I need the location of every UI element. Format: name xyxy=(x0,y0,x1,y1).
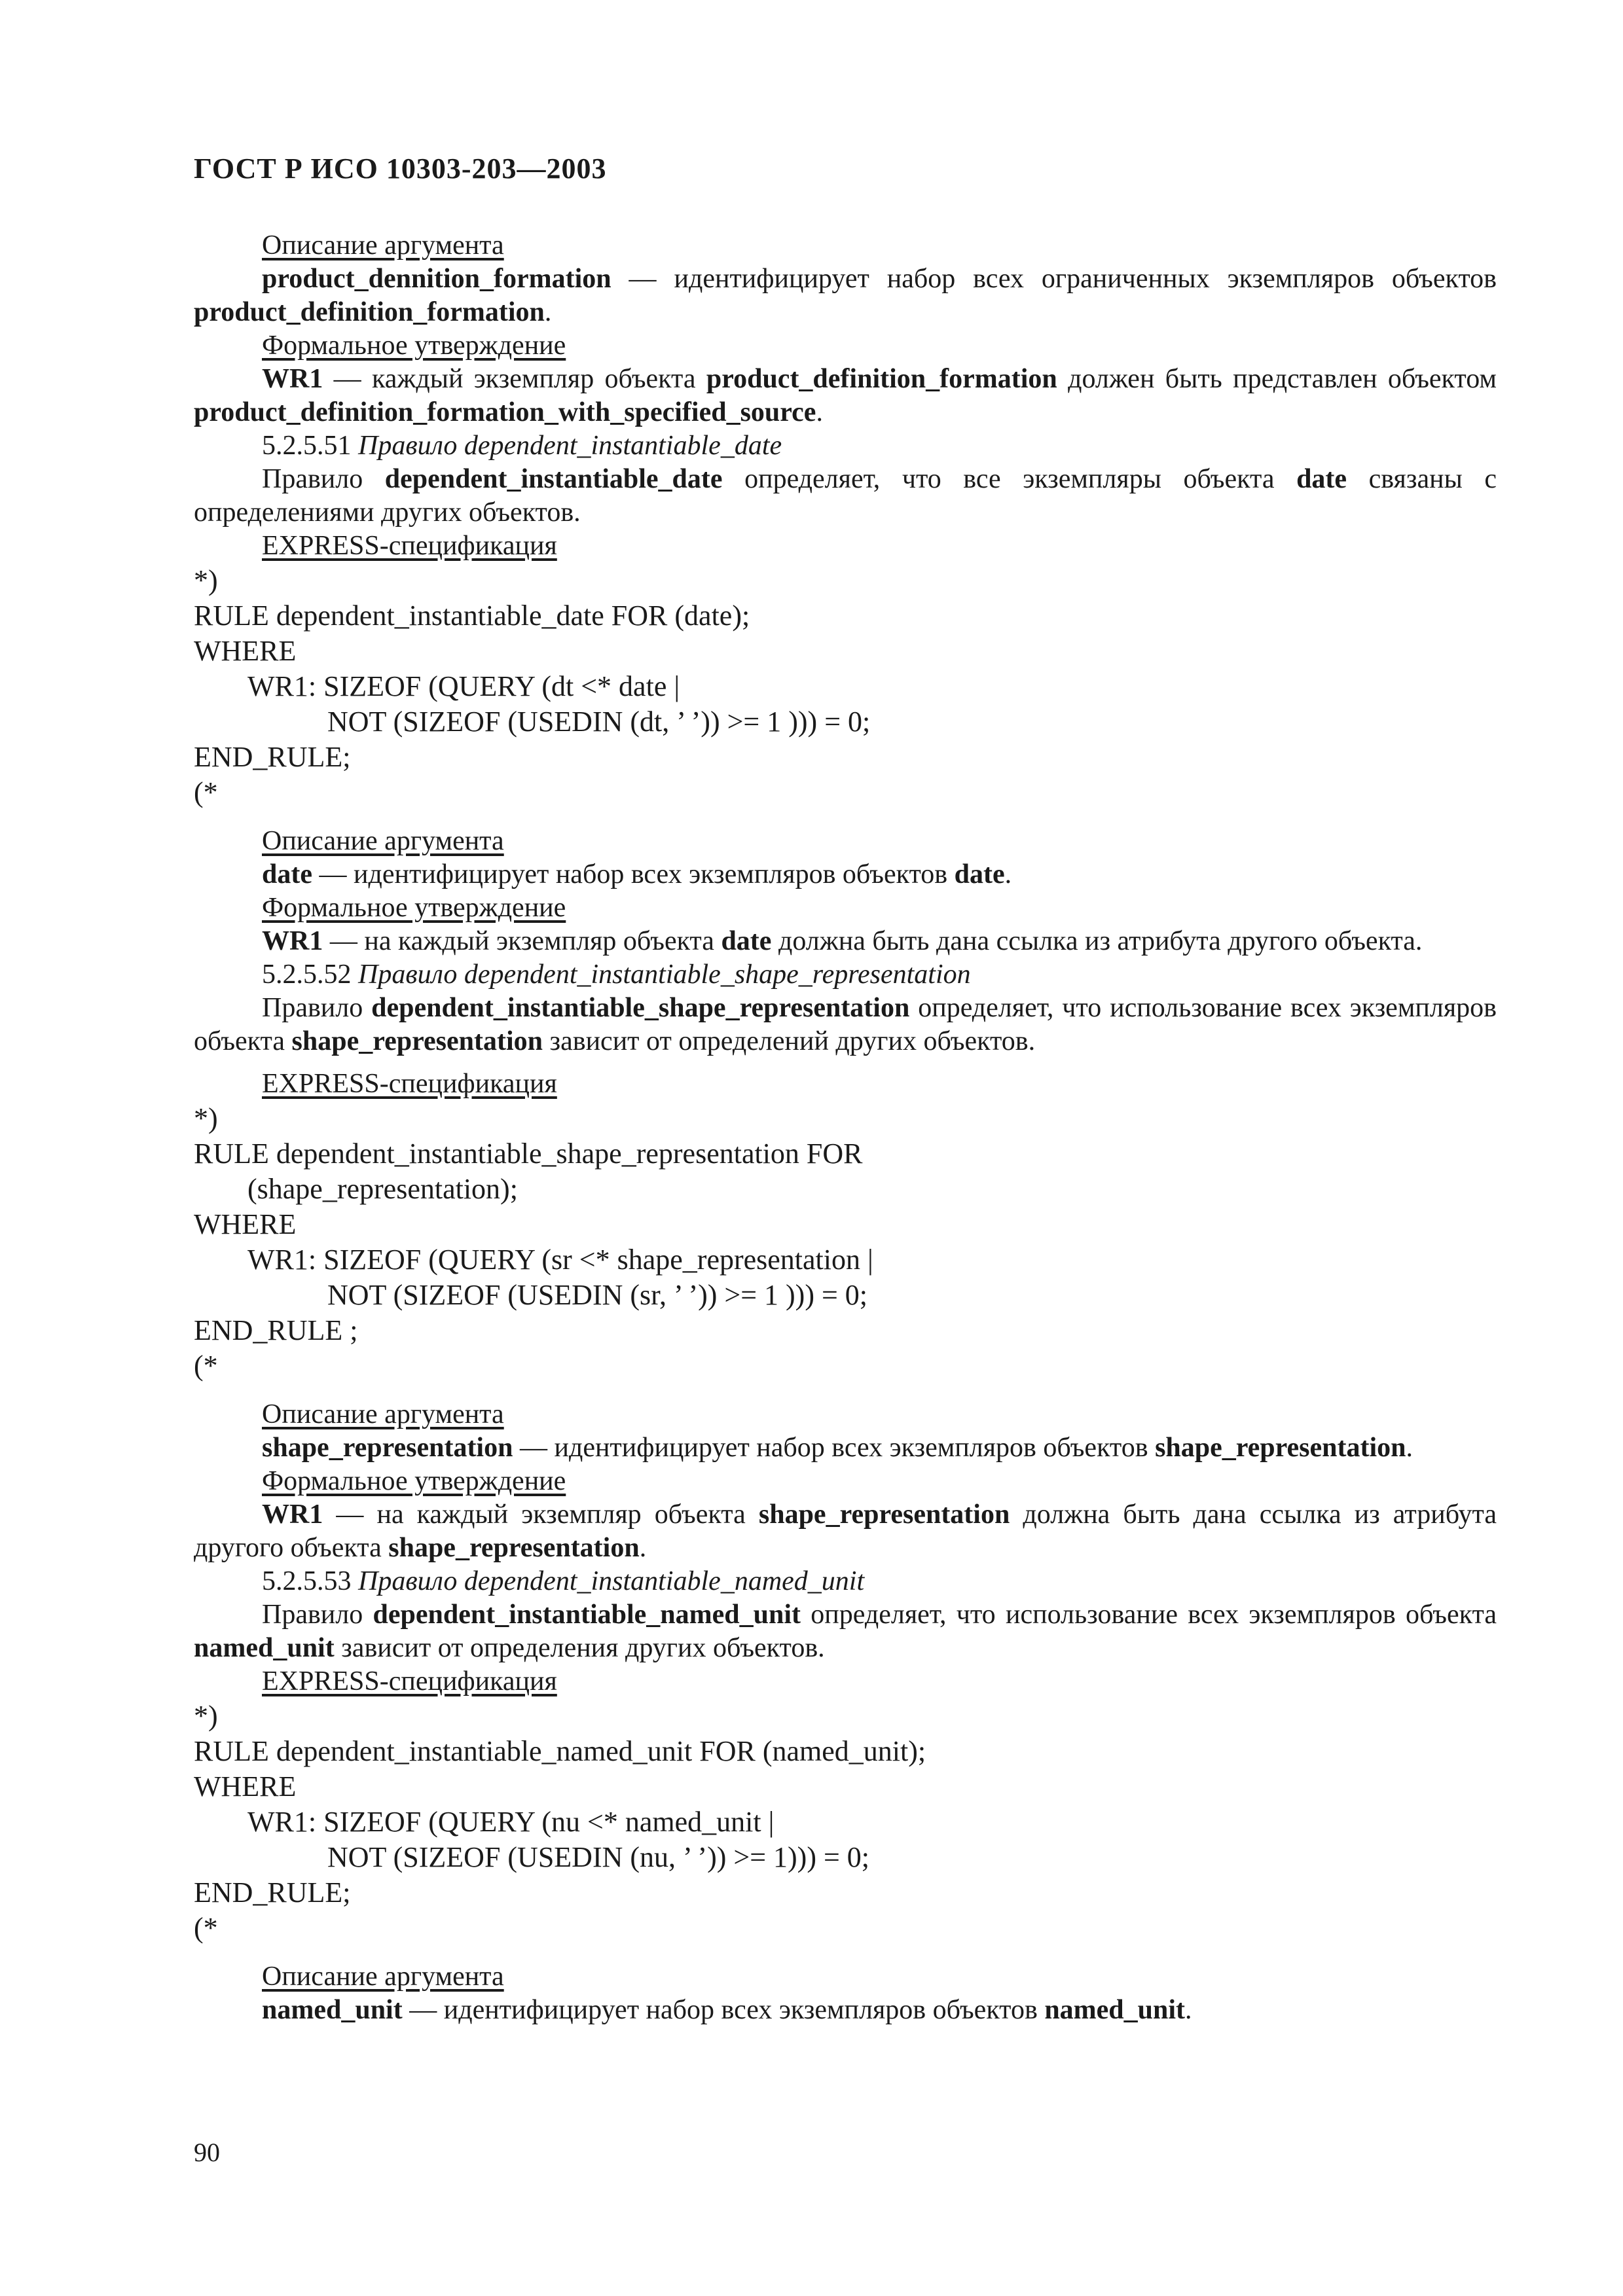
code-line: END_RULE ; xyxy=(194,1314,358,1346)
code-line: *) xyxy=(194,564,218,596)
code-line: WR1: SIZEOF (QUERY (sr <* shape_representation | xyxy=(247,1244,873,1276)
arg-desc-label: Описание аргумента xyxy=(262,1399,504,1429)
code-line: RULE dependent_instantiable_named_unit FOR (named_unit); xyxy=(194,1735,926,1767)
section-paragraph-51: Правило dependent_instantiable_date определяет, что все экземпляры объекта date связаны с определениями других объектов. xyxy=(194,464,1497,528)
code-line: RULE dependent_instantiable_shape_representation FOR xyxy=(194,1138,863,1170)
code-line: (* xyxy=(194,776,218,808)
section-paragraph-53: Правило dependent_instantiable_named_unit определяет, что использование всех экземпляров объекта named_unit зависит от определения других объектов. xyxy=(194,1600,1497,1663)
code-line: (shape_representation); xyxy=(247,1173,518,1205)
code-line: *) xyxy=(194,1700,218,1732)
section-heading-51: 5.2.5.51 Правило dependent_instantiable_date xyxy=(262,431,782,461)
code-line: WR1: SIZEOF (QUERY (dt <* date | xyxy=(247,670,680,702)
express-code-51 xyxy=(194,563,1497,810)
code-line: END_RULE; xyxy=(194,741,351,773)
page-number: 90 xyxy=(194,2138,220,2167)
arg-desc-paragraph: date — идентифицирует набор всех экземпляров объектов date. xyxy=(262,859,1012,889)
code-line: RULE dependent_instantiable_date FOR (date); xyxy=(194,600,750,632)
section-heading-52: 5.2.5.52 Правило dependent_instantiable_shape_representation xyxy=(262,960,971,990)
express-code-52 xyxy=(194,1101,1497,1384)
code-line: *) xyxy=(194,1102,218,1134)
arg-desc-paragraph: product_dennition_formation — идентифицирует набор всех ограниченных экземпляров объектов product_definition_formation. xyxy=(194,264,1497,327)
arg-desc-paragraph: named_unit — идентифицирует набор всех экземпляров объектов named_unit. xyxy=(262,1995,1192,2025)
formal-paragraph: WR1 — каждый экземпляр объекта product_definition_formation должен быть представлен объектом product_definition_formation_with_specified_source. xyxy=(194,364,1497,427)
code-line: NOT (SIZEOF (USEDIN (sr, ’ ’)) >= 1 ))) = 0; xyxy=(327,1279,868,1311)
formal-label: Формальное утверждение xyxy=(262,331,566,361)
code-line: WHERE xyxy=(194,635,297,667)
code-line: WHERE xyxy=(194,1208,297,1240)
express-label: EXPRESS-спецификация xyxy=(262,1666,557,1696)
arg-desc-label: Описание аргумента xyxy=(262,230,504,260)
express-label: EXPRESS-спецификация xyxy=(262,1069,557,1099)
page-content xyxy=(194,229,1497,2027)
code-line: END_RULE; xyxy=(194,1876,351,1909)
formal-paragraph: WR1 — на каждый экземпляр объекта date должна быть дана ссылка из атрибута другого объекта. xyxy=(262,926,1423,956)
document-header: ГОСТ Р ИСО 10303-203—2003 xyxy=(194,152,607,185)
formal-label: Формальное утверждение xyxy=(262,1466,566,1496)
arg-desc-label: Описание аргумента xyxy=(262,1962,504,1992)
code-line: WHERE xyxy=(194,1770,297,1803)
arg-desc-paragraph: shape_representation — идентифицирует набор всех экземпляров объектов shape_representation. xyxy=(262,1433,1413,1463)
section-heading-53: 5.2.5.53 Правило dependent_instantiable_named_unit xyxy=(262,1566,865,1596)
arg-desc-label: Описание аргумента xyxy=(262,826,504,856)
code-line: NOT (SIZEOF (USEDIN (nu, ’ ’)) >= 1))) = 0; xyxy=(327,1841,870,1873)
formal-paragraph: WR1 — на каждый экземпляр объекта shape_representation должна быть дана ссылка из атрибута другого объекта shape_representation. xyxy=(194,1499,1497,1563)
express-code-53 xyxy=(194,1698,1497,1946)
express-label: EXPRESS-спецификация xyxy=(262,531,557,561)
code-line: WR1: SIZEOF (QUERY (nu <* named_unit | xyxy=(247,1806,775,1838)
code-line: (* xyxy=(194,1350,218,1382)
code-line: NOT (SIZEOF (USEDIN (dt, ’ ’)) >= 1 ))) = 0; xyxy=(327,706,871,738)
code-line: (* xyxy=(194,1912,218,1944)
section-paragraph-52: Правило dependent_instantiable_shape_representation определяет, что использование всех экземпляров объекта shape_representation зависит от определений других объектов. xyxy=(194,993,1497,1056)
formal-label: Формальное утверждение xyxy=(262,893,566,923)
